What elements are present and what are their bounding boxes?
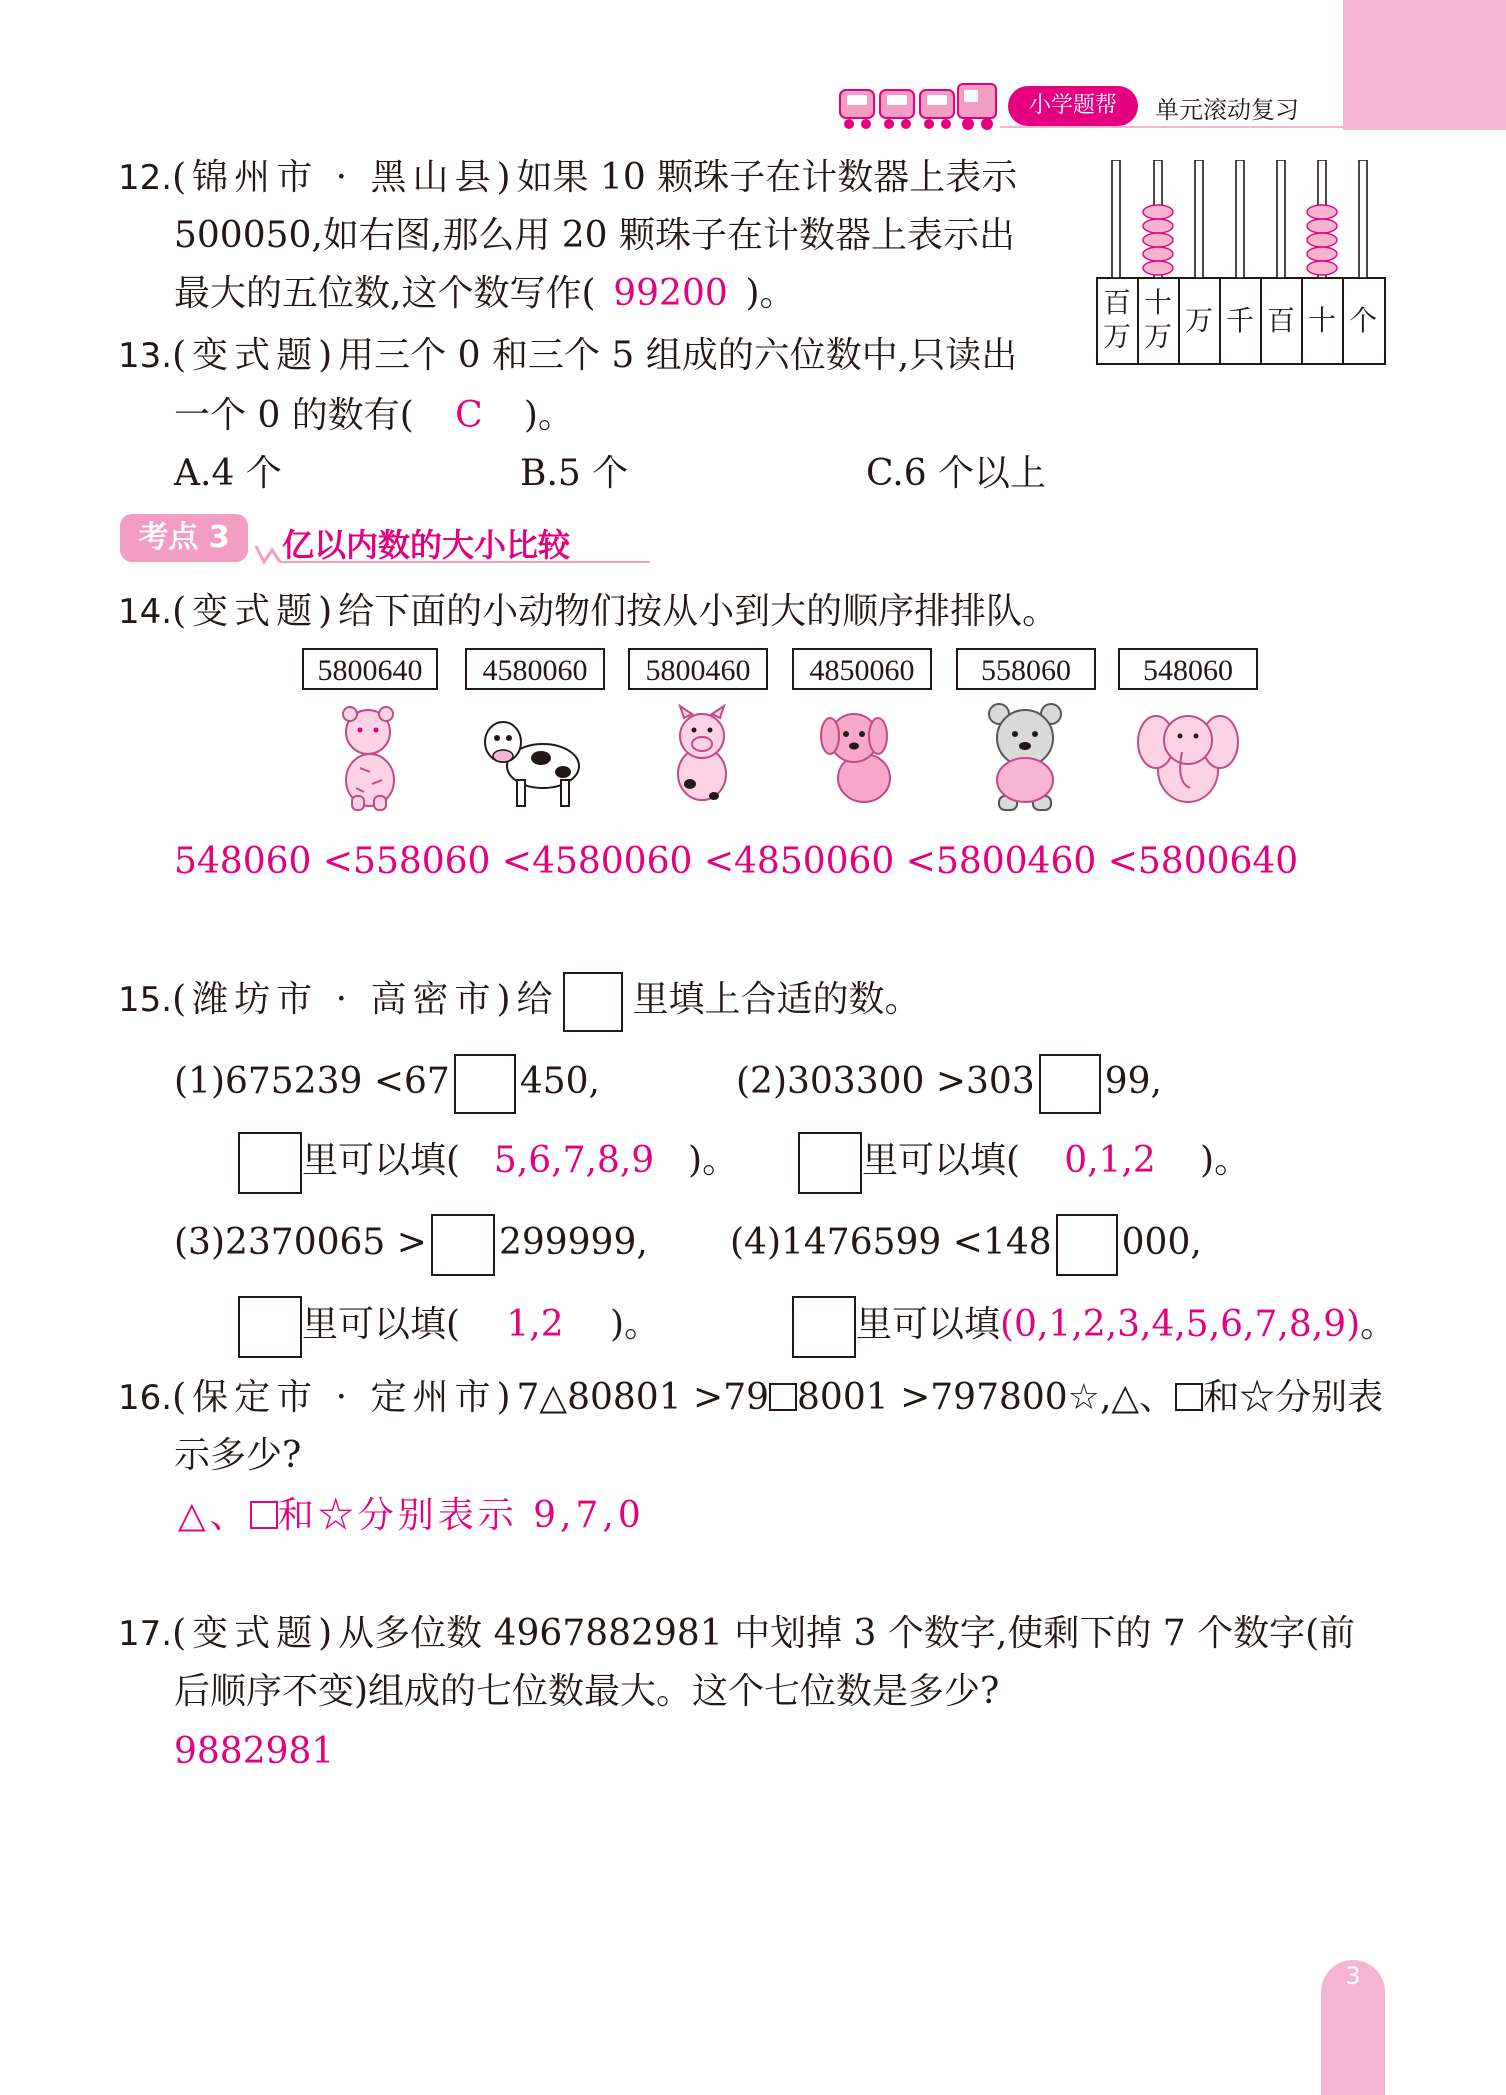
q15-p1-answer: 5,6,7,8,9 (493, 1140, 655, 1181)
q15-p3-fill-post: )。 (610, 1304, 661, 1345)
q13-option-b: B.5 个 (520, 453, 629, 494)
number-card-6: 548060 (1118, 648, 1258, 690)
q15-p3-b: 299999, (498, 1222, 648, 1263)
q17-line2: 后顺序不变)组成的七位数最大。这个七位数是多少? (174, 1671, 1000, 1712)
q15-p4-fill (792, 1294, 1396, 1358)
q15-p4-a: (4)1476599 <148 (730, 1222, 1052, 1263)
q12-text1: 如果 10 颗珠子在计数器上表示 (516, 157, 1018, 198)
number-card-1: 5800640 (302, 648, 438, 690)
q15-p1-a: (1)675239 <67 (174, 1061, 450, 1102)
q16-answer-square (250, 1501, 278, 1529)
abacus-label-shiwan-2: 万 (1143, 320, 1173, 353)
q15-p4-fill-post: 。 (1360, 1304, 1397, 1345)
q13-line1 (118, 336, 1017, 376)
q15-text-post: 里填上合适的数。 (632, 979, 921, 1020)
q13-number: 13. (118, 336, 173, 376)
q16-number: 16. (118, 1378, 173, 1418)
q17-answer: 9882981 (174, 1731, 335, 1772)
abacus-label-shiwan-1: 十 (1143, 286, 1173, 319)
abacus-diagram (1096, 160, 1386, 366)
q15-p1 (174, 1052, 600, 1114)
section-title: 亿以内数的大小比较 (282, 526, 571, 564)
q12-source: (锦州市 · 黑山县) (172, 157, 517, 198)
page-number: 3 (1345, 1962, 1361, 1990)
q17-number: 17. (118, 1614, 173, 1654)
q16-text-b: 8001 >797800☆,△、 (797, 1377, 1176, 1418)
q15-p3-fill-box (238, 1296, 302, 1358)
q15-p3 (174, 1212, 648, 1276)
q15-text-pre: 给 (516, 979, 553, 1020)
q12-line1 (118, 158, 1017, 198)
q12-text3: 最大的五位数,这个数写作( (174, 273, 596, 314)
q16-answer-a: △、 (178, 1495, 250, 1536)
q15-p4-b: 000, (1121, 1222, 1202, 1263)
q15-p3-fill-pre: 里可以填( (302, 1304, 461, 1345)
brand-badge: 小学题帮 (1008, 86, 1138, 126)
q15-p2-a: (2)303300 >303 (736, 1061, 1035, 1102)
q15-p4-answer: (0,1,2,3,4,5,6,7,8,9) (1000, 1304, 1361, 1345)
q16-answer (178, 1496, 645, 1536)
bear-icon (965, 700, 1085, 812)
q15-p3-a: (3)2370065 > (174, 1222, 427, 1263)
q13-answer: C (455, 395, 483, 436)
elephant-icon (1130, 700, 1250, 812)
q16-text-a: 7△80801 >79 (516, 1377, 770, 1418)
q17-text1: 从多位数 4967882981 中划掉 3 个数字,使剩下的 7 个数字(前 (338, 1613, 1356, 1654)
q15-p1-box[interactable] (454, 1054, 516, 1114)
q15-p1-fill-post: )。 (688, 1140, 739, 1181)
q14-number: 14. (118, 592, 173, 632)
number-card-2: 4580060 (465, 648, 605, 690)
q15-p4-box[interactable] (1056, 1214, 1118, 1276)
series-title: 单元滚动复习 (1155, 96, 1299, 124)
q15-p2-fill (798, 1130, 1250, 1194)
q15-p2-box[interactable] (1039, 1054, 1101, 1114)
cow-icon (475, 700, 595, 812)
q16-text-c: 和☆分别表 (1203, 1377, 1384, 1418)
q15-p1-fill (238, 1130, 738, 1194)
q15-p2-answer: 0,1,2 (1064, 1140, 1156, 1181)
q14-answer: 548060 <558060 <4580060 <4850060 <5800460 <5800640 (174, 841, 1299, 882)
q14-source: (变式题) (172, 591, 339, 632)
number-card-3: 5800460 (628, 648, 768, 690)
section-label: 考点 3 (120, 514, 248, 562)
abacus-label-bai: 百 (1266, 304, 1296, 337)
q13-option-a: A.4 个 (174, 453, 282, 494)
q17-source: (变式题) (172, 1613, 339, 1654)
q13-text1: 用三个 0 和三个 5 组成的六位数中,只读出 (338, 335, 1018, 376)
abacus-label-qian: 千 (1225, 304, 1255, 337)
q16-answer-b: 和☆分别表示 9,7,0 (277, 1495, 645, 1536)
q13-line2 (174, 396, 574, 436)
q13-text2: 一个 0 的数有( (174, 395, 414, 436)
q16-source: (保定市 · 定州市) (172, 1377, 517, 1418)
q15-example-box (563, 972, 623, 1032)
q17-line1 (118, 1614, 1355, 1654)
q15-p2-fill-box (798, 1132, 862, 1194)
q16-line1 (118, 1378, 1383, 1418)
number-card-5: 558060 (956, 648, 1096, 690)
pig-icon (640, 700, 760, 812)
q13-text2-end: )。 (523, 395, 574, 436)
q12-line2: 500050,如右图,那么用 20 颗珠子在计数器上表示出 (174, 215, 1016, 256)
q12-number: 12. (118, 158, 173, 198)
q15-p4-fill-pre: 里可以填 (856, 1304, 1001, 1345)
abacus-label-baiwan-2: 万 (1102, 320, 1132, 353)
q16-line2: 示多少? (174, 1435, 302, 1476)
dog-icon (800, 700, 920, 812)
q13-option-c: C.6 个以上 (866, 453, 1047, 494)
q12-answer: 99200 (613, 273, 728, 314)
q15-p3-answer: 1,2 (506, 1304, 564, 1345)
q12-line3 (174, 274, 796, 314)
q15-p4 (730, 1212, 1202, 1276)
abacus-label-wan: 万 (1184, 304, 1214, 337)
tiger-icon (312, 700, 432, 812)
q15-number: 15. (118, 980, 173, 1020)
q14-text: 给下面的小动物们按从小到大的顺序排排队。 (338, 591, 1059, 632)
header-corner-tab (1343, 0, 1506, 130)
number-card-4: 4850060 (792, 648, 932, 690)
q14-line (118, 592, 1058, 632)
q15-p3-fill (238, 1294, 660, 1358)
q15-source: (潍坊市 · 高密市) (172, 979, 517, 1020)
q13-source: (变式题) (172, 335, 339, 376)
header-divider (1000, 126, 1345, 128)
abacus-label-shi: 十 (1307, 304, 1337, 337)
abacus-label-baiwan-1: 百 (1102, 286, 1132, 319)
q15-line (118, 970, 921, 1032)
abacus-label-ge: 个 (1348, 304, 1378, 337)
q15-p2 (736, 1052, 1162, 1114)
q15-p3-box[interactable] (431, 1214, 495, 1276)
q15-p2-fill-post: )。 (1200, 1140, 1251, 1181)
q12-text3-end: )。 (745, 273, 796, 314)
q15-p1-fill-box (238, 1132, 302, 1194)
q15-p1-b: 450, (519, 1061, 600, 1102)
q15-p2-b: 99, (1104, 1061, 1163, 1102)
q16-square-symbol (769, 1383, 797, 1411)
q15-p4-fill-box (792, 1296, 856, 1358)
q15-p1-fill-pre: 里可以填( (302, 1140, 461, 1181)
q15-p2-fill-pre: 里可以填( (862, 1140, 1021, 1181)
q16-square-symbol-2 (1175, 1383, 1203, 1411)
train-icon (836, 80, 1001, 132)
